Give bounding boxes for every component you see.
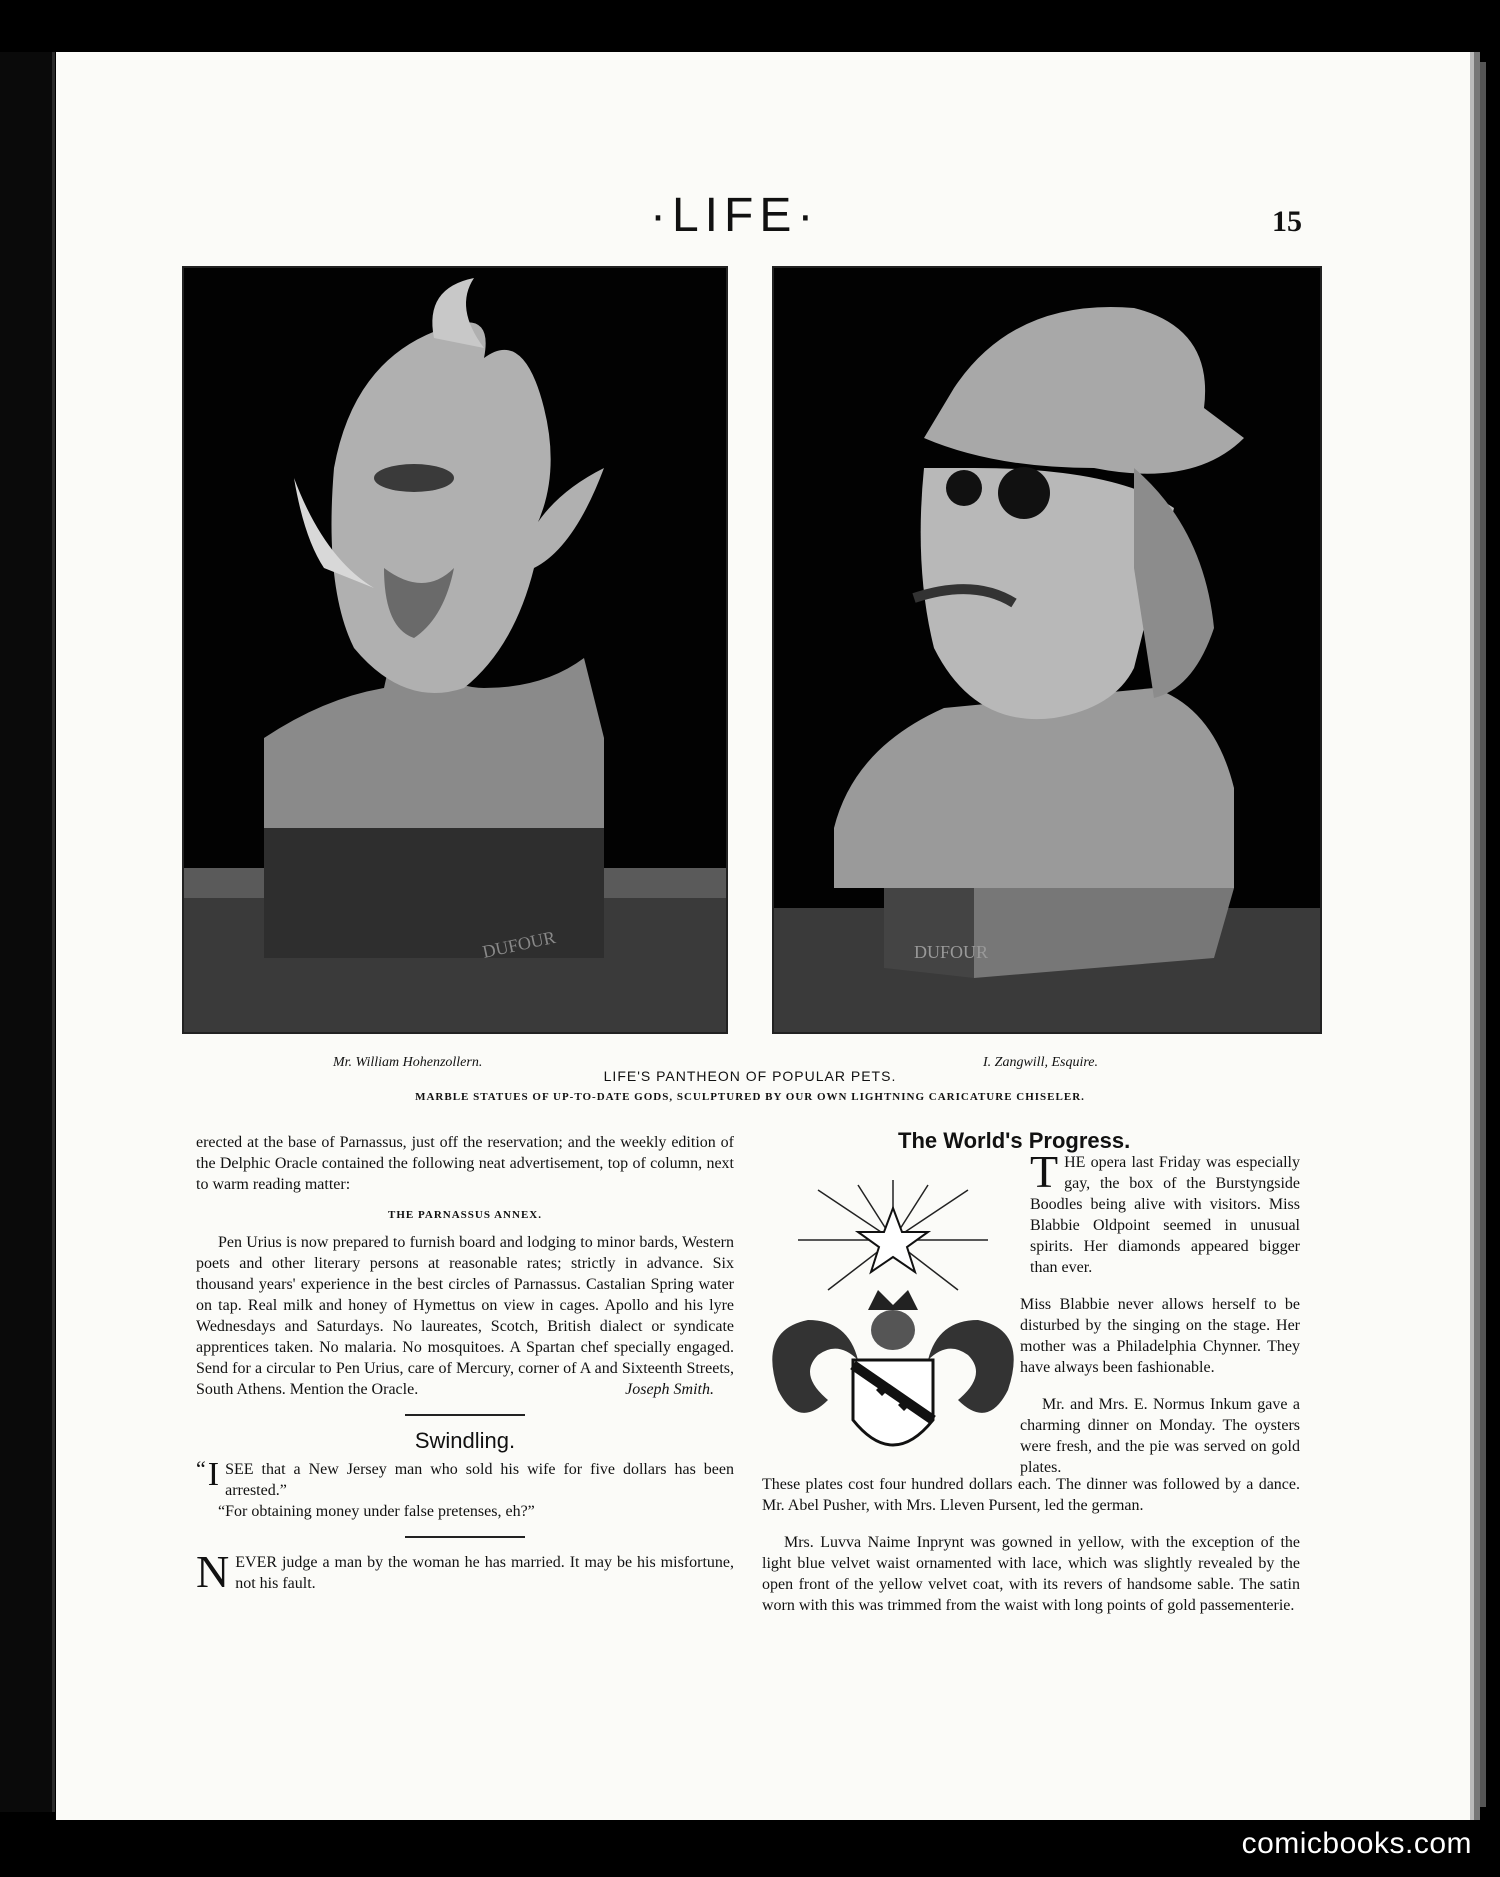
intro-paragraph: erected at the base of Parnassus, just off the reservation; and the weekly edition of the Delphic Oracle contained the following neat advertisement, top of column, next to warm reading matter: — [196, 1134, 734, 1193]
caption-title: LIFE'S PANTHEON OF POPULAR PETS. — [603, 1068, 897, 1084]
caption-left-name: Mr. William Hohenzollern. — [333, 1055, 483, 1070]
page-number: 15 — [1272, 205, 1302, 238]
heraldic-crest-illustration — [758, 1180, 1028, 1480]
annex-title: THE PARNASSUS ANNEX. — [388, 1209, 542, 1221]
masthead: ·LIFE· — [650, 189, 820, 242]
divider — [405, 1414, 525, 1416]
swindling-dropcap: I — [207, 1456, 220, 1493]
binding-spine — [0, 52, 55, 1812]
worlds-progress-dropcap: T — [1030, 1146, 1059, 1197]
swindling-head: Swindling. — [414, 1428, 516, 1453]
worlds-progress-bottom-text2: Mrs. Luvva Naime Inprynt was gowned in yellow, with the exception of the light blue velvet waist ornamented with lace, which was slightly revealed by the open front of the yellow velvet coat, with its revers of handsome sable. The satin worn with this was trimmed from the waist with long points of gold passementerie. — [762, 1534, 1300, 1614]
worlds-progress-bottom-text1: These plates cost four hundred dollars each. The dinner was followed by a dance. Mr. Abel Pusher, with Mrs. Lleven Pursent, led the german. — [762, 1476, 1300, 1514]
worlds-progress-mid-text: Miss Blabbie never allows herself to be disturbed by the singing on the stage. Her mother was a Philadelphia Chynner. They have always been fashionable. — [1020, 1296, 1300, 1376]
caption-right-name: I. Zangwill, Esquire. — [983, 1055, 1098, 1070]
bust-illustration-left — [182, 266, 728, 1034]
caption-subtitle: MARBLE STATUES OF UP-TO-DATE GODS, SCULPTURED BY OUR OWN LIGHTNING CARICATURE CHISELER. — [415, 1091, 1085, 1103]
annex-body: Pen Urius is now prepared to furnish board and lodging to minor bards, Western poets and other literary persons at reasonable rates; strictly in advance. Six thousand years' experience in the best circles of Parnassus. Castalian Spring water on tap. Real milk and honey of Hymettus on view in cages. Apollo and his lyre Wednesdays and Saturdays. No laureates, Scotch, British dialect or syndicate apprentices taken. No malaria. No mosquitoes. A Spartan chef specially engaged. Send for a circular to Pen Urius, care of Mercury, corner of A and Sixteenth Streets, South Athens. Mention the Oracle. — [196, 1234, 734, 1398]
worlds-progress-head: The World's Progress. — [898, 1128, 1131, 1153]
never-paragraph — [196, 1546, 734, 1597]
bust-illustration-right — [772, 266, 1322, 1034]
worlds-progress-top-text: HE opera last Friday was especially gay, the box of the Burstyngside Boodles being alive with visitors. Miss Blabbie Oldpoint seemed in unusual spirits. Her diamonds appeared bigger than ever. — [1030, 1154, 1300, 1276]
left-column — [196, 1132, 734, 1597]
worlds-progress-top — [1030, 1146, 1300, 1278]
swindling-line2: “For obtaining money under false pretenses, eh?” — [218, 1503, 535, 1520]
worlds-progress-mid-text2: Mr. and Mrs. E. Normus Inkum gave a charming dinner on Monday. The oysters were fresh, and the pie was served on gold plates. — [1020, 1396, 1300, 1476]
site-watermark: comicbooks.com — [1241, 1827, 1472, 1860]
never-dropcap: N — [196, 1546, 230, 1597]
svg-text:DUFOUR: DUFOUR — [480, 926, 558, 962]
swindling-text: SEE that a New Jersey man who sold his wife for five dollars has been arrested.” — [225, 1461, 734, 1499]
divider — [405, 1536, 525, 1538]
never-text: EVER judge a man by the woman he has married. It may be his misfortune, not his fault. — [235, 1554, 734, 1592]
open-quote: “ — [196, 1456, 206, 1481]
swindling-line1 — [196, 1456, 734, 1501]
signoff: Joseph Smith. — [625, 1381, 714, 1398]
worlds-progress-bottom — [762, 1458, 1300, 1632]
page-edge — [1480, 62, 1486, 1807]
svg-text:DUFOUR: DUFOUR — [914, 942, 989, 962]
